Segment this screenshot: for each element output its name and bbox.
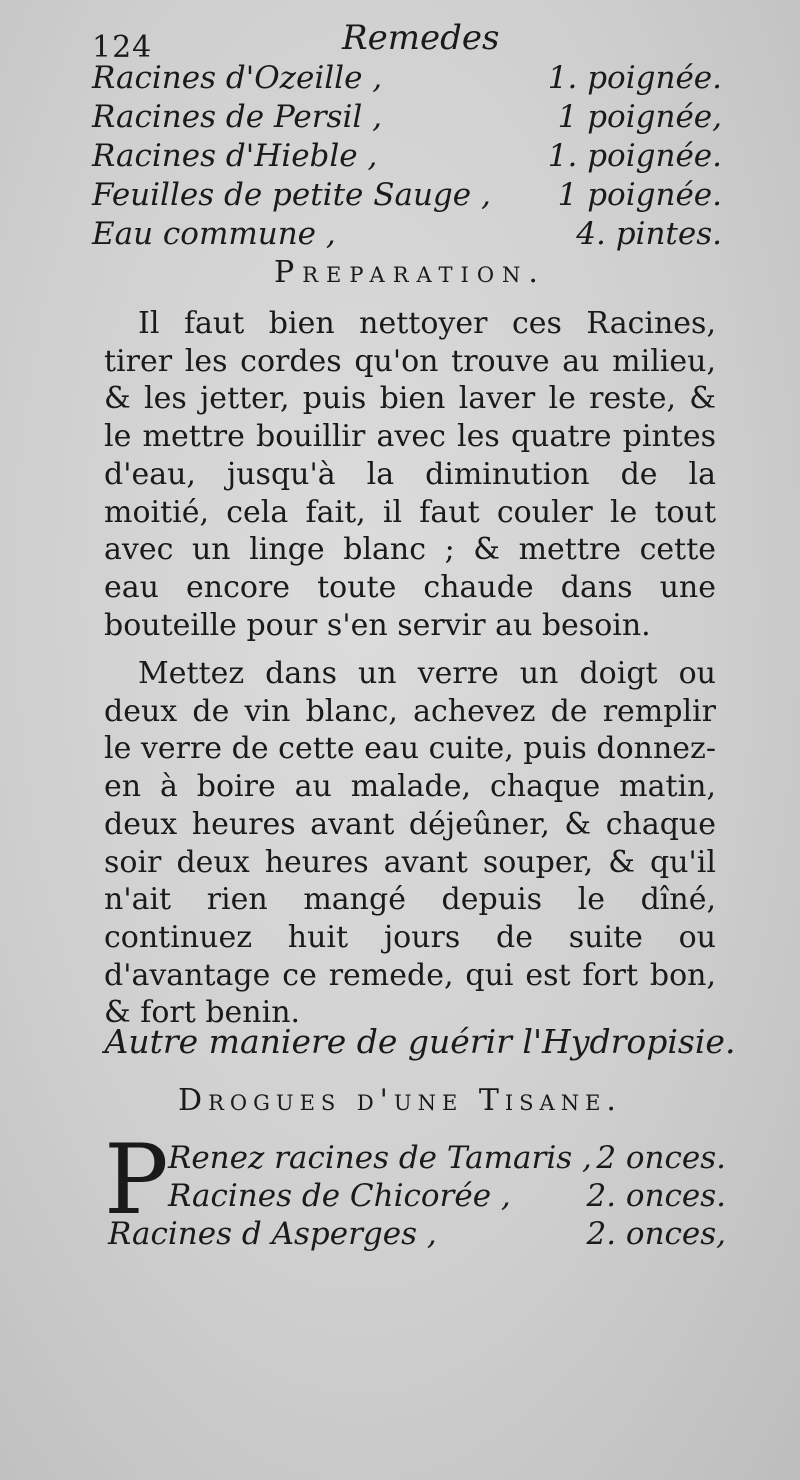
running-head: Remedes [342,18,500,58]
drogues-heading: Drogues d'une Tisane. [178,1083,622,1118]
ingredient-quantity: 2 onces. [596,1140,726,1176]
ingredient-quantity: 4. pintes. [576,216,722,252]
page-number: 124 [92,30,153,65]
ingredient-name: Renez racines de Tamaris , [168,1140,592,1176]
ingredient-row [92,138,722,177]
paragraph-preparation: Il faut bien nettoyer ces Racines, tirer les cordes qu'on trouve au milieu, & les jetter, puis bien laver le reste, & le mettre bouillir avec les quatre pintes d'eau, jusqu'à la diminution de la moitié, cela fait, il faut couler le tout avec un linge blanc ; & mettre cette eau encore toute chaude dans une bouteille pour s'en servir au besoin. [104,306,716,643]
drop-cap: P [104,1124,169,1236]
ingredient-row [108,1216,726,1254]
page-header [92,18,720,65]
ingredient-quantity: 1 poignée. [557,177,722,213]
ingredient-row [108,1178,726,1216]
ingredient-list-bottom [108,1140,726,1254]
ingredient-name: Racines d'Ozeille , [92,60,383,96]
section-title: Autre maniere de guérir l'Hydropisie. [104,1022,736,1061]
ingredient-quantity: 1 poignée, [557,99,722,135]
ingredient-quantity: 2. onces. [586,1178,726,1214]
ingredient-name: Feuilles de petite Sauge , [92,177,491,213]
ingredient-name: Eau commune , [92,216,336,252]
ingredient-row [92,60,722,99]
paragraph-dosage: Mettez dans un verre un doigt ou deux de vin blanc, achevez de remplir le verre de cette eau cuite, puis donnez-en à boire au malade, chaque matin, deux heures avant déjeûner, & chaque soir deux heures avant souper, & qu'il n'ait rien mangé depuis le dîné, continuez huit jours de suite ou d'avantage ce remede, qui est fort bon, & fort benin. [104,656,716,1031]
ingredient-row [92,177,722,216]
preparation-heading: Preparation. [274,255,546,290]
ingredient-name: Racines de Chicorée , [168,1178,511,1214]
ingredient-list-top [92,60,722,255]
ingredient-name: Racines d Asperges , [108,1216,437,1252]
ingredient-name: Racines de Persil , [92,99,383,135]
ingredient-quantity: 2. onces, [586,1216,726,1252]
ingredient-row [92,216,722,255]
ingredient-row [108,1140,726,1178]
ingredient-name: Racines d'Hieble , [92,138,378,174]
ingredient-quantity: 1. poignée. [547,138,722,174]
ingredient-row [92,99,722,138]
ingredient-quantity: 1. poignée. [547,60,722,96]
